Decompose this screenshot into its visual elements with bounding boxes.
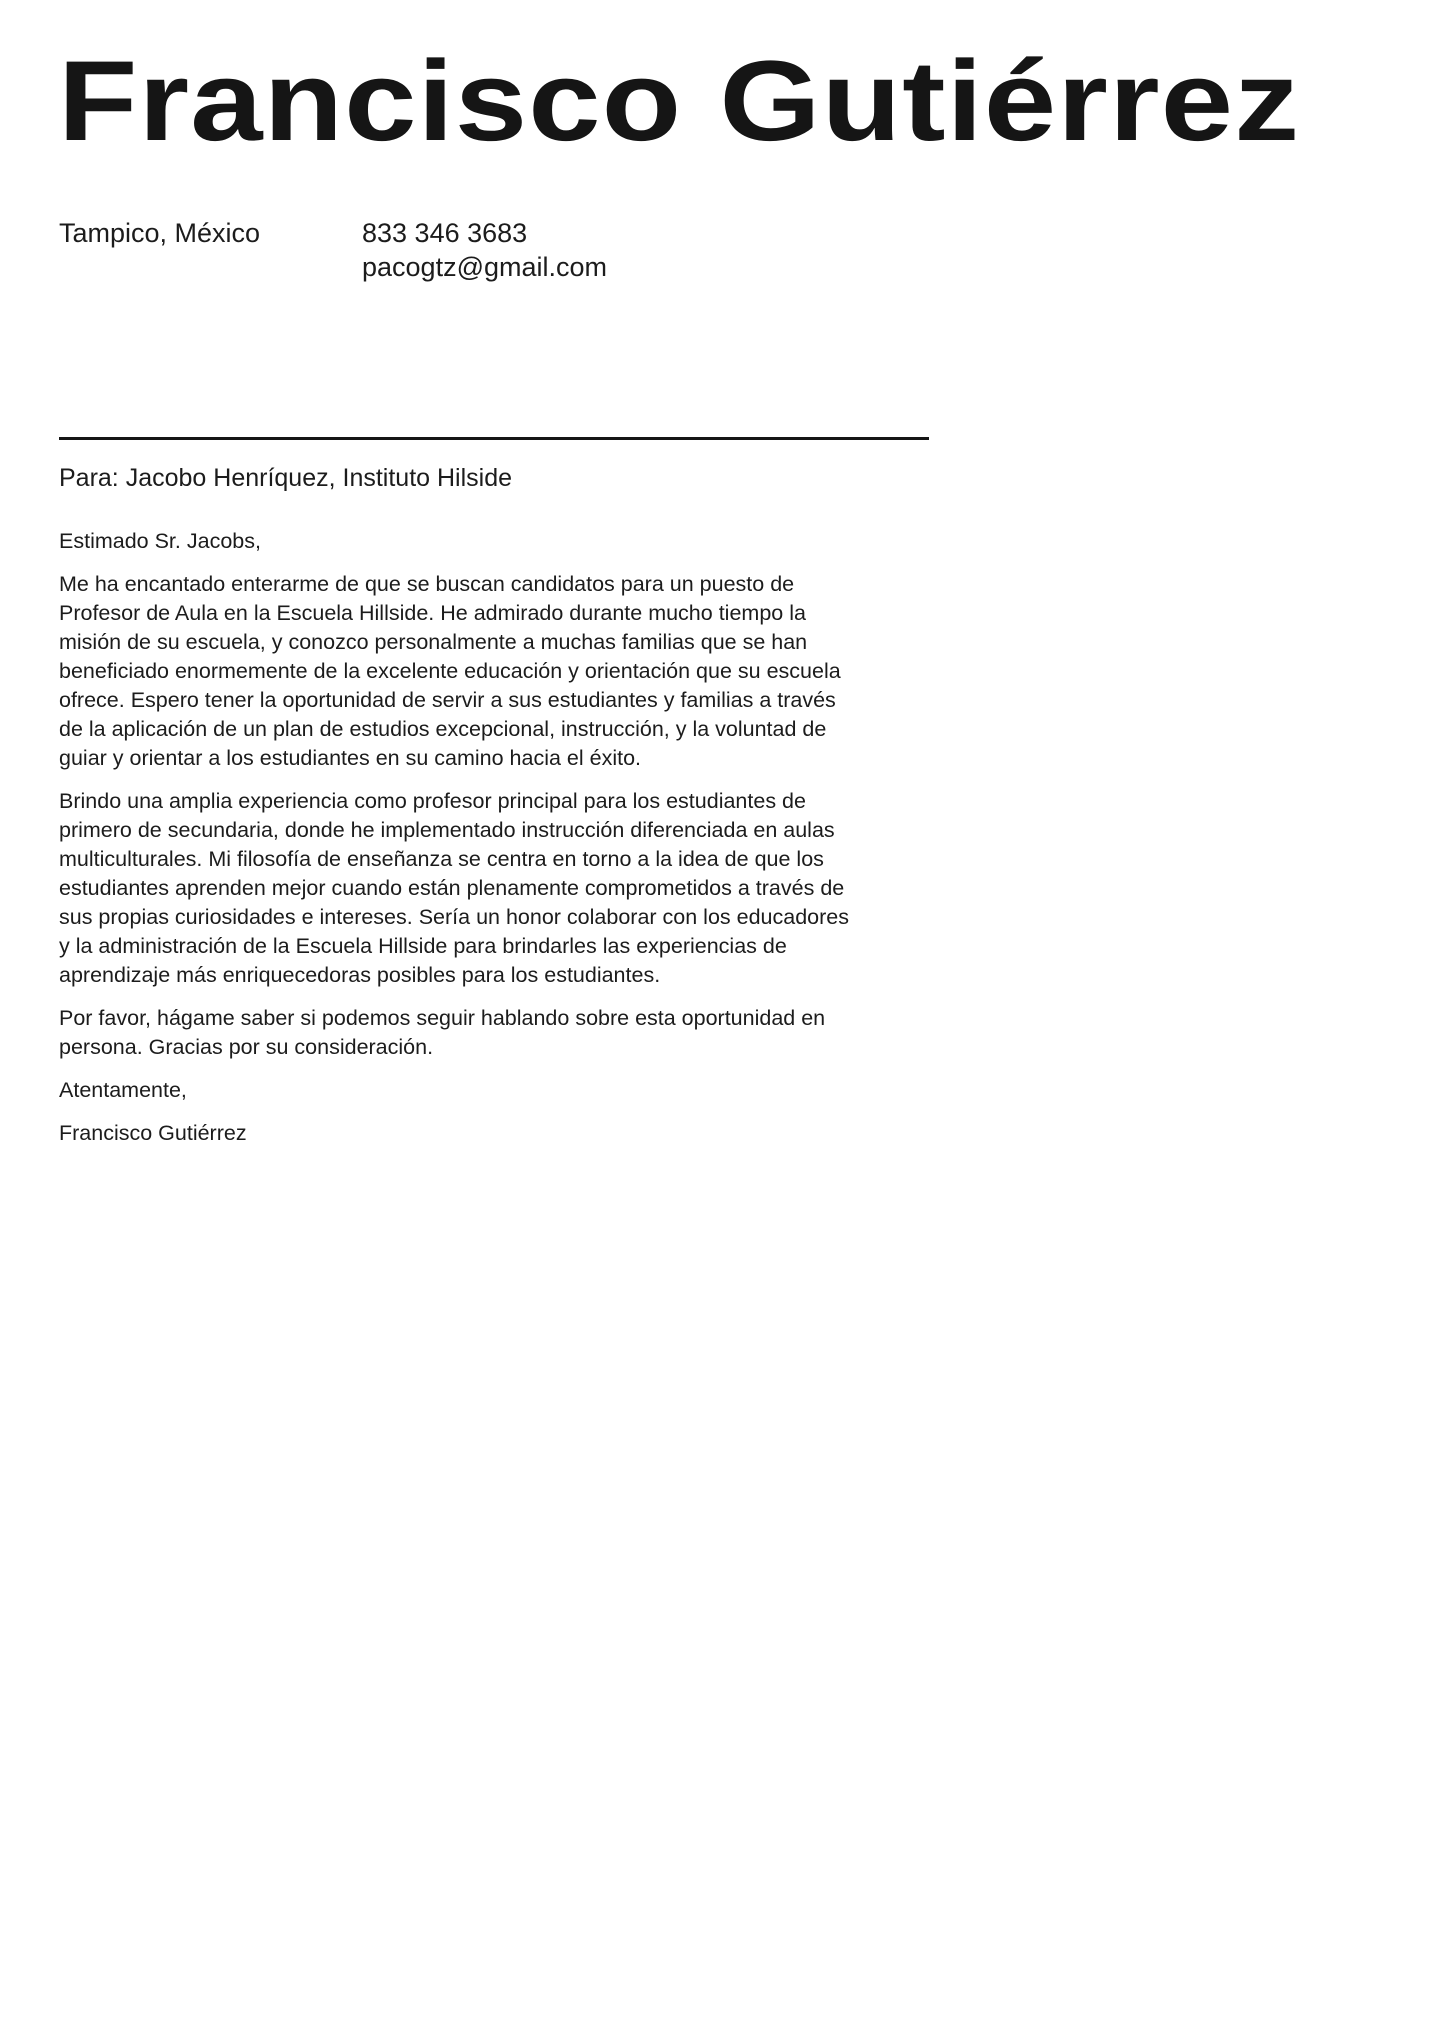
text-line: aprendizaje más enriquecedoras posibles para los estudiantes. — [59, 963, 661, 987]
text-line: misión de su escuela, y conozco personalmente a muchas familias que se han — [59, 630, 808, 654]
text-line: persona. Gracias por su consideración. — [59, 1035, 434, 1059]
paragraph-request — [59, 1004, 939, 1062]
signature — [59, 1119, 939, 1148]
closing — [59, 1076, 939, 1105]
paragraph-intro — [59, 570, 939, 773]
letter-body — [59, 527, 939, 1162]
text-line: Profesor de Aula en la Escuela Hillside. He admirado durante mucho tiempo la — [59, 601, 806, 625]
sender-name-heading: Francisco Gutiérrez — [58, 38, 1301, 165]
text-line: Atentamente, — [59, 1078, 187, 1102]
recipient-line: Para: Jacobo Henríquez, Instituto Hilside — [59, 464, 513, 492]
text-line: estudiantes aprenden mejor cuando están plenamente comprometidos a través de — [59, 876, 845, 900]
sender-phone: 833 346 3683 — [362, 218, 528, 248]
text-line: Me ha encantado enterarme de que se buscan candidatos para un puesto de — [59, 572, 795, 596]
text-line: primero de secundaria, donde he implementado instrucción diferenciada en aulas — [59, 818, 835, 842]
text-line: sus propias curiosidades e intereses. Sería un honor colaborar con los educadores — [59, 905, 849, 929]
sender-location: Tampico, México — [59, 218, 261, 248]
paragraph-experience — [59, 787, 939, 990]
sender-email: pacogtz@gmail.com — [362, 252, 608, 282]
text-line: multiculturales. Mi filosofía de enseñanza se centra en torno a la idea de que los — [59, 847, 824, 871]
salutation — [59, 527, 939, 556]
text-line: Francisco Gutiérrez — [59, 1121, 247, 1145]
text-line: guiar y orientar a los estudiantes en su camino hacia el éxito. — [59, 746, 642, 770]
text-line: ofrece. Espero tener la oportunidad de servir a sus estudiantes y familias a través — [59, 688, 836, 712]
text-line: y la administración de la Escuela Hillside para brindarles las experiencias de — [59, 934, 787, 958]
divider-rule — [59, 437, 929, 440]
sender-contact — [362, 216, 607, 284]
text-line: Por favor, hágame saber si podemos seguir hablando sobre esta oportunidad en — [59, 1006, 826, 1030]
text-line: beneficiado enormemente de la excelente educación y orientación que su escuela — [59, 659, 841, 683]
text-line: Estimado Sr. Jacobs, — [59, 529, 261, 553]
text-line: de la aplicación de un plan de estudios excepcional, instrucción, y la voluntad de — [59, 717, 827, 741]
text-line: Brindo una amplia experiencia como profesor principal para los estudiantes de — [59, 789, 806, 813]
